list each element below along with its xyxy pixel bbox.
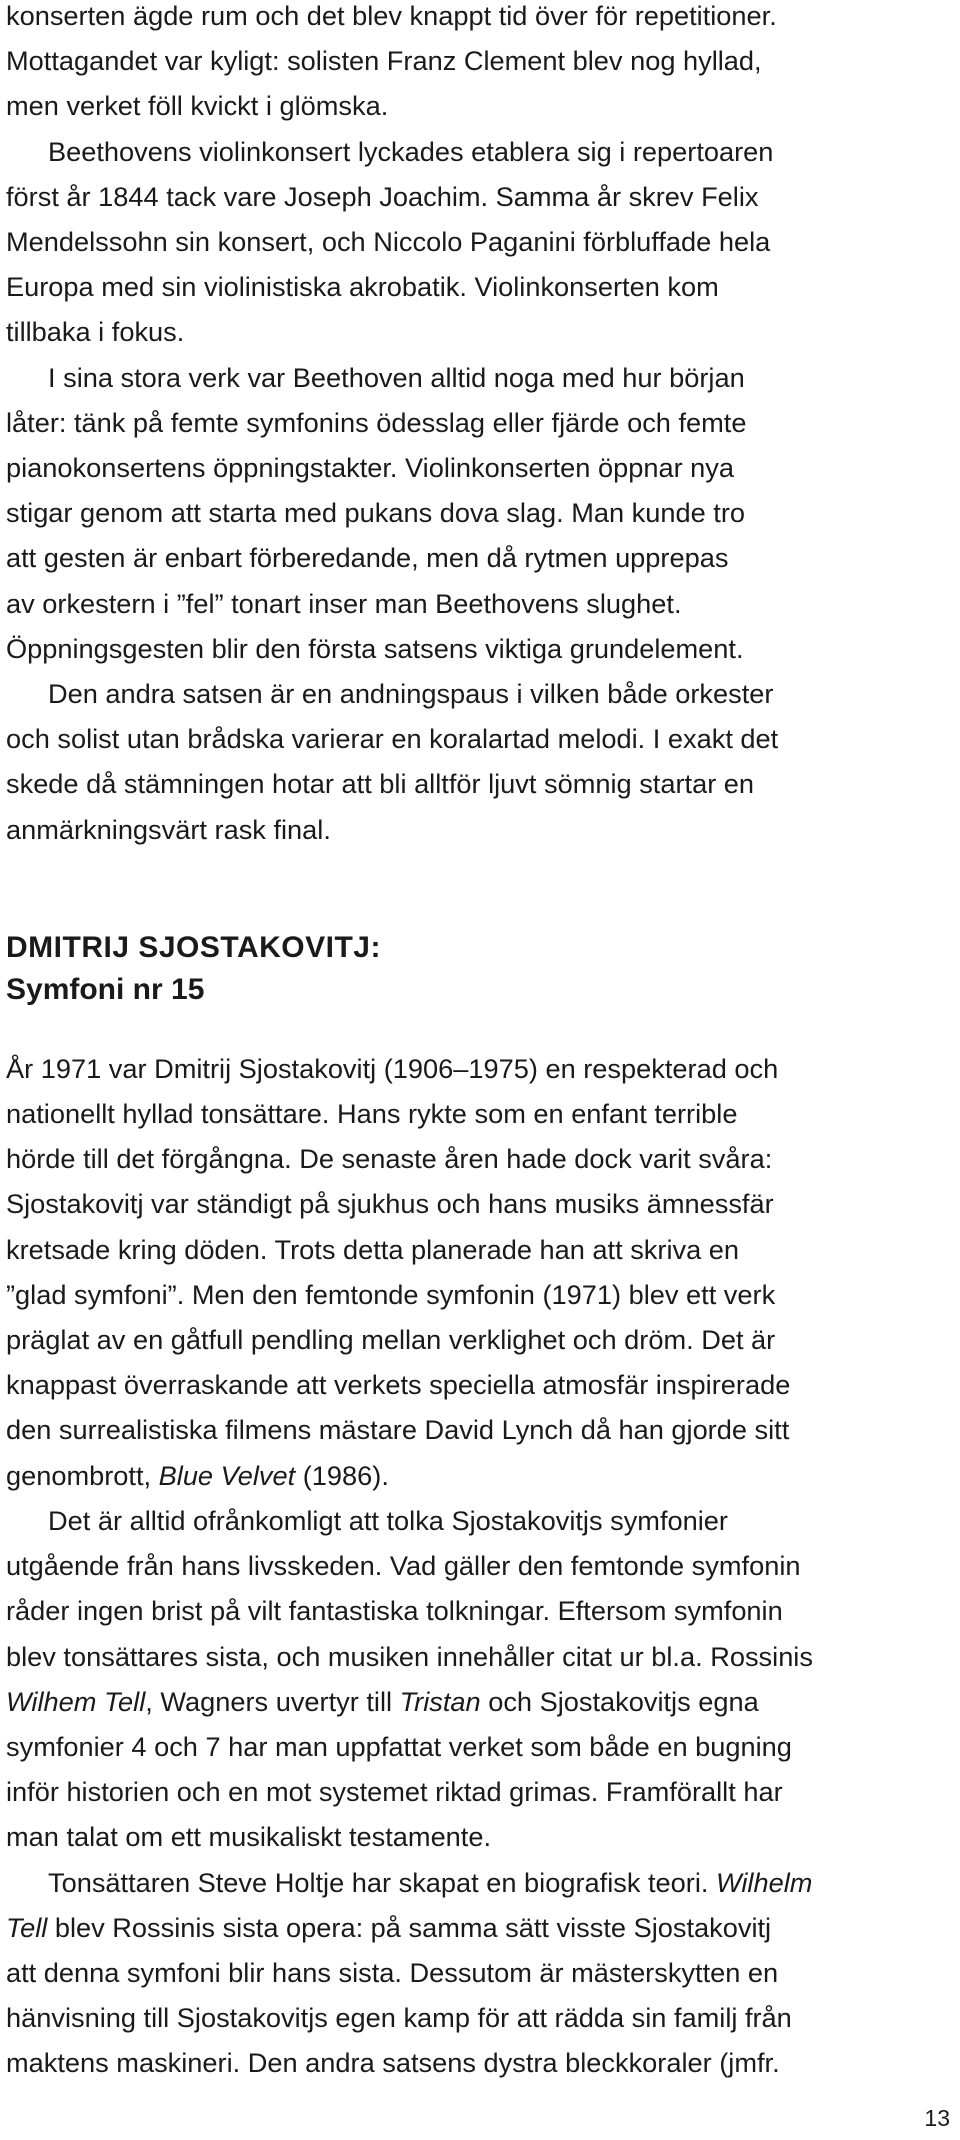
text-line: men verket föll kvickt i glömska.	[6, 90, 389, 122]
section-heading	[6, 927, 921, 1011]
text-run: och Sjostakovitjs egna	[480, 1685, 759, 1717]
film-title: Blue Velvet	[158, 1459, 296, 1491]
text-line: Det är alltid ofrånkomligt att tolka Sjostakovitjs symfonier	[48, 1504, 728, 1536]
opera-title: Wilhem Tell	[6, 1685, 146, 1717]
text-line: blev tonsättares sista, och musiken innehåller citat ur bl.a. Rossinis	[6, 1640, 813, 1672]
text-line: I sina stora verk var Beethoven alltid noga med hur början	[48, 361, 745, 393]
text-line: ”glad symfoni”. Men den femtonde symfonin (1971) blev ett verk	[6, 1278, 776, 1310]
text-line	[6, 1905, 921, 1950]
text-line: hörde till det förgångna. De senaste åren hade dock varit svåra:	[6, 1143, 773, 1175]
text-line: maktens maskineri. Den andra satsens dystra bleckkoraler (jmfr.	[6, 2047, 780, 2079]
text-line: konserten ägde rum och det blev knappt tid över för repetitioner.	[6, 0, 777, 31]
paragraph-shostakovich-1	[6, 1046, 921, 1498]
work-title: Symfoni nr 15	[6, 972, 205, 1006]
paragraph-shostakovich-3	[6, 1860, 921, 2086]
text-line: Öppningsgesten blir den första satsens viktiga grundelement.	[6, 632, 744, 664]
text-line: symfonier 4 och 7 har man uppfattat verket som både en bugning	[6, 1730, 792, 1762]
page-number: 13	[924, 2105, 950, 2131]
text-line: låter: tänk på femte symfonins ödesslag eller fjärde och femte	[6, 406, 747, 438]
text-line	[6, 1679, 921, 1724]
text-line: nationellt hyllad tonsättare. Hans rykte som en enfant terrible	[6, 1098, 738, 1130]
page	[6, 0, 921, 2086]
text-line: att denna symfoni blir hans sista. Dessutom är mästerskytten en	[6, 1956, 779, 1988]
text-line: Sjostakovitj var ständigt på sjukhus och hans musiks ämnessfär	[6, 1188, 774, 1220]
text-line: och solist utan brådska varierar en koralartad melodi. I exakt det	[6, 723, 779, 755]
text-line: av orkestern i ”fel” tonart inser man Beethovens slughet.	[6, 587, 682, 619]
text-line: råder ingen brist på vilt fantastiska tolkningar. Eftersom symfonin	[6, 1595, 783, 1627]
text-line: Europa med sin violinistiska akrobatik. Violinkonserten kom	[6, 271, 719, 303]
text-line: Beethovens violinkonsert lyckades etablera sig i repertoaren	[48, 135, 774, 167]
text-line: skede då stämningen hotar att bli alltför ljuvt sömnig startar en	[6, 768, 755, 800]
text-line: hänvisning till Sjostakovitjs egen kamp för att rädda sin familj från	[6, 2002, 792, 2034]
paragraph-beethoven-4	[6, 671, 921, 852]
text-line: År 1971 var Dmitrij Sjostakovitj (1906–1975) en respekterad och	[6, 1052, 779, 1084]
text-run: (1986).	[295, 1459, 389, 1491]
text-run: genombrott,	[6, 1459, 159, 1491]
text-line: den surrealistiska filmens mästare David Lynch då han gjorde sitt	[6, 1414, 790, 1446]
text-line: att gesten är enbart förberedande, men då rytmen upprepas	[6, 542, 729, 574]
opera-title: Tell	[6, 1911, 48, 1943]
text-line: Den andra satsen är en andningspaus i vilken både orkester	[48, 678, 774, 710]
composer-name: DMITRIJ SJOSTAKOVITJ:	[6, 930, 381, 964]
text-line: först år 1844 tack vare Joseph Joachim. Samma år skrev Felix	[6, 180, 759, 212]
paragraph-beethoven-2	[6, 129, 921, 355]
text-line: stigar genom att starta med pukans dova slag. Man kunde tro	[6, 497, 746, 529]
text-line: Mendelssohn sin konsert, och Niccolo Paganini förbluffade hela	[6, 226, 771, 258]
paragraph-shostakovich-2	[6, 1498, 921, 1860]
text-line: inför historien och en mot systemet riktad grimas. Framförallt har	[6, 1776, 783, 1808]
text-line: knappast överraskande att verkets speciella atmosfär inspirerade	[6, 1369, 791, 1401]
text-run: , Wagners uvertyr till	[145, 1685, 400, 1717]
text-line: pianokonsertens öppningstakter. Violinkonserten öppnar nya	[6, 452, 735, 484]
paragraph-beethoven-1	[6, 0, 921, 129]
text-line	[6, 1453, 921, 1498]
paragraph-beethoven-3	[6, 355, 921, 671]
opera-title: Tristan	[399, 1685, 481, 1717]
text-line: Mottagandet var kyligt: solisten Franz Clement blev nog hyllad,	[6, 45, 762, 77]
text-line: tillbaka i fokus.	[6, 316, 185, 348]
text-line: anmärkningsvärt rask final.	[6, 813, 331, 845]
text-run: Tonsättaren Steve Holtje har skapat en biografisk teori.	[48, 1866, 716, 1898]
text-line: kretsade kring döden. Trots detta planerade han att skriva en	[6, 1233, 739, 1265]
opera-title: Wilhelm	[715, 1866, 813, 1898]
text-line: präglat av en gåtfull pendling mellan verklighet och dröm. Det är	[6, 1324, 776, 1356]
text-line	[6, 1860, 921, 1905]
text-run: blev Rossinis sista opera: på samma sätt visste Sjostakovitj	[47, 1911, 772, 1943]
text-line: utgående från hans livsskeden. Vad gäller den femtonde symfonin	[6, 1550, 801, 1582]
text-line: man talat om ett musikaliskt testamente.	[6, 1821, 492, 1853]
